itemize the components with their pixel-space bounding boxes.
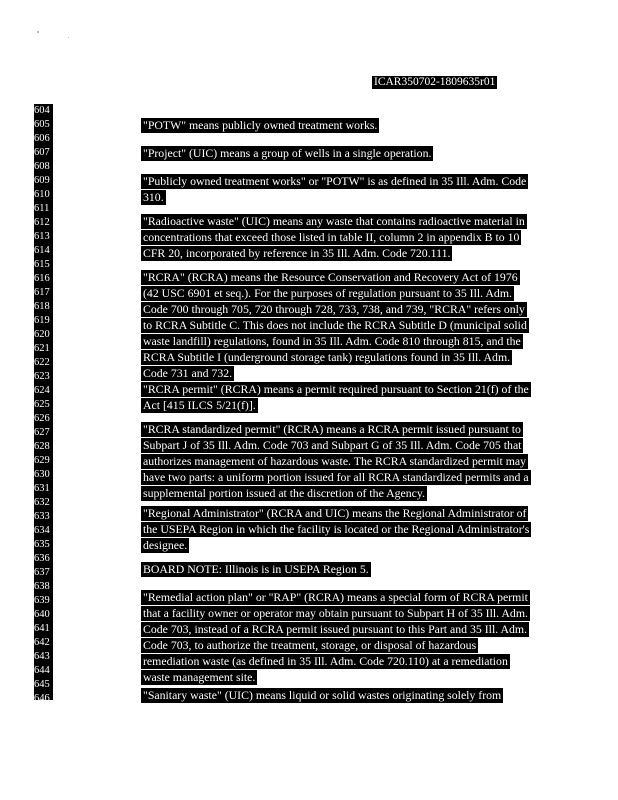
line-number: 631 (34, 483, 50, 494)
line-number: 643 (34, 651, 50, 662)
text-line: 310. (143, 190, 164, 204)
line-number: 605 (34, 119, 50, 130)
line-number: 627 (34, 427, 50, 438)
line-number: 646 (34, 693, 50, 704)
paragraph (141, 146, 433, 162)
line-number: 634 (34, 525, 50, 536)
text-line: "RCRA standardized permit" (RCRA) means a RCRA permit issued pursuant to (143, 422, 521, 436)
text-line: "RCRA" (RCRA) means the Resource Conservation and Recovery Act of 1976 (143, 270, 518, 284)
line-number: 640 (34, 609, 50, 620)
text-line: Code 703, to authorize the treatment, storage, or disposal of hazardous (143, 638, 477, 652)
text-line: have two parts: a uniform portion issued for all RCRA standardized permits and a (143, 470, 529, 484)
text-line: Code 700 through 705, 720 through 728, 733, 738, and 739, "RCRA" refers only (143, 302, 525, 316)
line-number: 610 (34, 189, 50, 200)
paragraph (141, 270, 529, 382)
text-line: RCRA Subtitle I (underground storage tank) regulations found in 35 Ill. Adm. (143, 350, 511, 364)
text-line: "Regional Administrator" (RCRA and UIC) means the Regional Administrator of (143, 506, 527, 520)
paragraph (141, 174, 528, 206)
line-number: 611 (34, 203, 50, 214)
line-number: 644 (34, 665, 50, 676)
text-line: that a facility owner or operator may obtain pursuant to Subpart H of 35 Ill. Adm. (143, 606, 528, 620)
text-line: "RCRA permit" (RCRA) means a permit required pursuant to Section 21(f) of the (143, 382, 529, 396)
line-number: 632 (34, 497, 50, 508)
paragraph (141, 422, 531, 502)
line-number: 609 (34, 175, 50, 186)
line-number: 635 (34, 539, 50, 550)
line-number: 614 (34, 245, 50, 256)
line-number: 637 (34, 567, 50, 578)
text-line: "Sanitary waste" (UIC) means liquid or solid wastes originating solely from (143, 688, 502, 702)
line-number: 619 (34, 315, 50, 326)
text-line: to RCRA Subtitle C. This does not include the RCRA Subtitle D (municipal solid (143, 318, 527, 332)
line-number: 607 (34, 147, 50, 158)
text-line: BOARD NOTE: Illinois is in USEPA Region 5. (143, 562, 369, 576)
line-number: 636 (34, 553, 50, 564)
line-number: 604 (34, 105, 50, 116)
text-line: authorizes management of hazardous waste. The RCRA standardized permit may (143, 454, 527, 468)
line-number: 628 (34, 441, 50, 452)
line-number: 639 (34, 595, 50, 606)
line-number: 617 (34, 287, 50, 298)
line-number: 608 (34, 161, 50, 172)
line-number: 606 (34, 133, 50, 144)
paragraph (141, 214, 527, 262)
paragraph (141, 382, 531, 414)
line-number: 620 (34, 329, 50, 340)
scan-speck (68, 37, 69, 38)
line-number: 621 (34, 343, 50, 354)
text-line: "Radioactive waste" (UIC) means any waste that contains radioactive material in (143, 214, 525, 228)
paragraph (141, 506, 531, 554)
text-line: waste management site. (143, 670, 256, 684)
line-number: 624 (34, 385, 50, 396)
text-line: "Remedial action plan" or "RAP" (RCRA) means a special form of RCRA permit (143, 590, 528, 604)
line-number: 623 (34, 371, 50, 382)
text-line: waste landfill) regulations, found in 35 Ill. Adm. Code 810 through 815, and the (143, 334, 521, 348)
text-line: supplemental portion issued at the discretion of the Agency. (143, 486, 425, 500)
text-line: concentrations that exceed those listed in table II, column 2 in appendix B to 10 (143, 230, 520, 244)
line-number: 626 (34, 413, 50, 424)
paragraph (141, 688, 503, 704)
line-number: 625 (34, 399, 50, 410)
line-number: 638 (34, 581, 50, 592)
text-line: CFR 20, incorporated by reference in 35 Ill. Adm. Code 720.111. (143, 246, 451, 260)
scan-speck (37, 31, 39, 33)
line-number: 642 (34, 637, 50, 648)
text-line: the USEPA Region in which the facility is located or the Regional Administrator's (143, 522, 530, 536)
line-number: 645 (34, 679, 50, 690)
line-number: 613 (34, 231, 50, 242)
line-number: 630 (34, 469, 50, 480)
line-number: 612 (34, 217, 50, 228)
text-line: "Project" (UIC) means a group of wells in a single operation. (143, 146, 432, 160)
line-number: 629 (34, 455, 50, 466)
text-line: Act [415 ILCS 5/21(f)]. (143, 398, 256, 412)
paragraph (141, 118, 379, 134)
line-number: 633 (34, 511, 50, 522)
text-line: Code 731 and 732. (143, 366, 233, 380)
text-line: "POTW" means publicly owned treatment works. (143, 118, 378, 132)
line-number: 622 (34, 357, 50, 368)
text-line: remediation waste (as defined in 35 Ill. Adm. Code 720.110) at a remediation (143, 654, 508, 668)
line-number: 618 (34, 301, 50, 312)
line-number: 615 (34, 259, 50, 270)
text-line: designee. (143, 538, 188, 552)
text-line: "Publicly owned treatment works" or "POTW" is as defined in 35 Ill. Adm. Code (143, 174, 527, 188)
line-number: 641 (34, 623, 50, 634)
text-line: Code 703, instead of a RCRA permit issued pursuant to this Part and 35 Ill. Adm. (143, 622, 528, 636)
document-code: ICAR350702-1809635r01 (374, 76, 496, 88)
text-line: (42 USC 6901 et seq.). For the purposes of regulation pursuant to 35 Ill. Adm. (143, 286, 512, 300)
paragraph (141, 590, 530, 686)
paragraph (141, 562, 371, 578)
line-number: 616 (34, 273, 50, 284)
text-line: Subpart J of 35 Ill. Adm. Code 703 and Subpart G of 35 Ill. Adm. Code 705 that (143, 438, 522, 452)
